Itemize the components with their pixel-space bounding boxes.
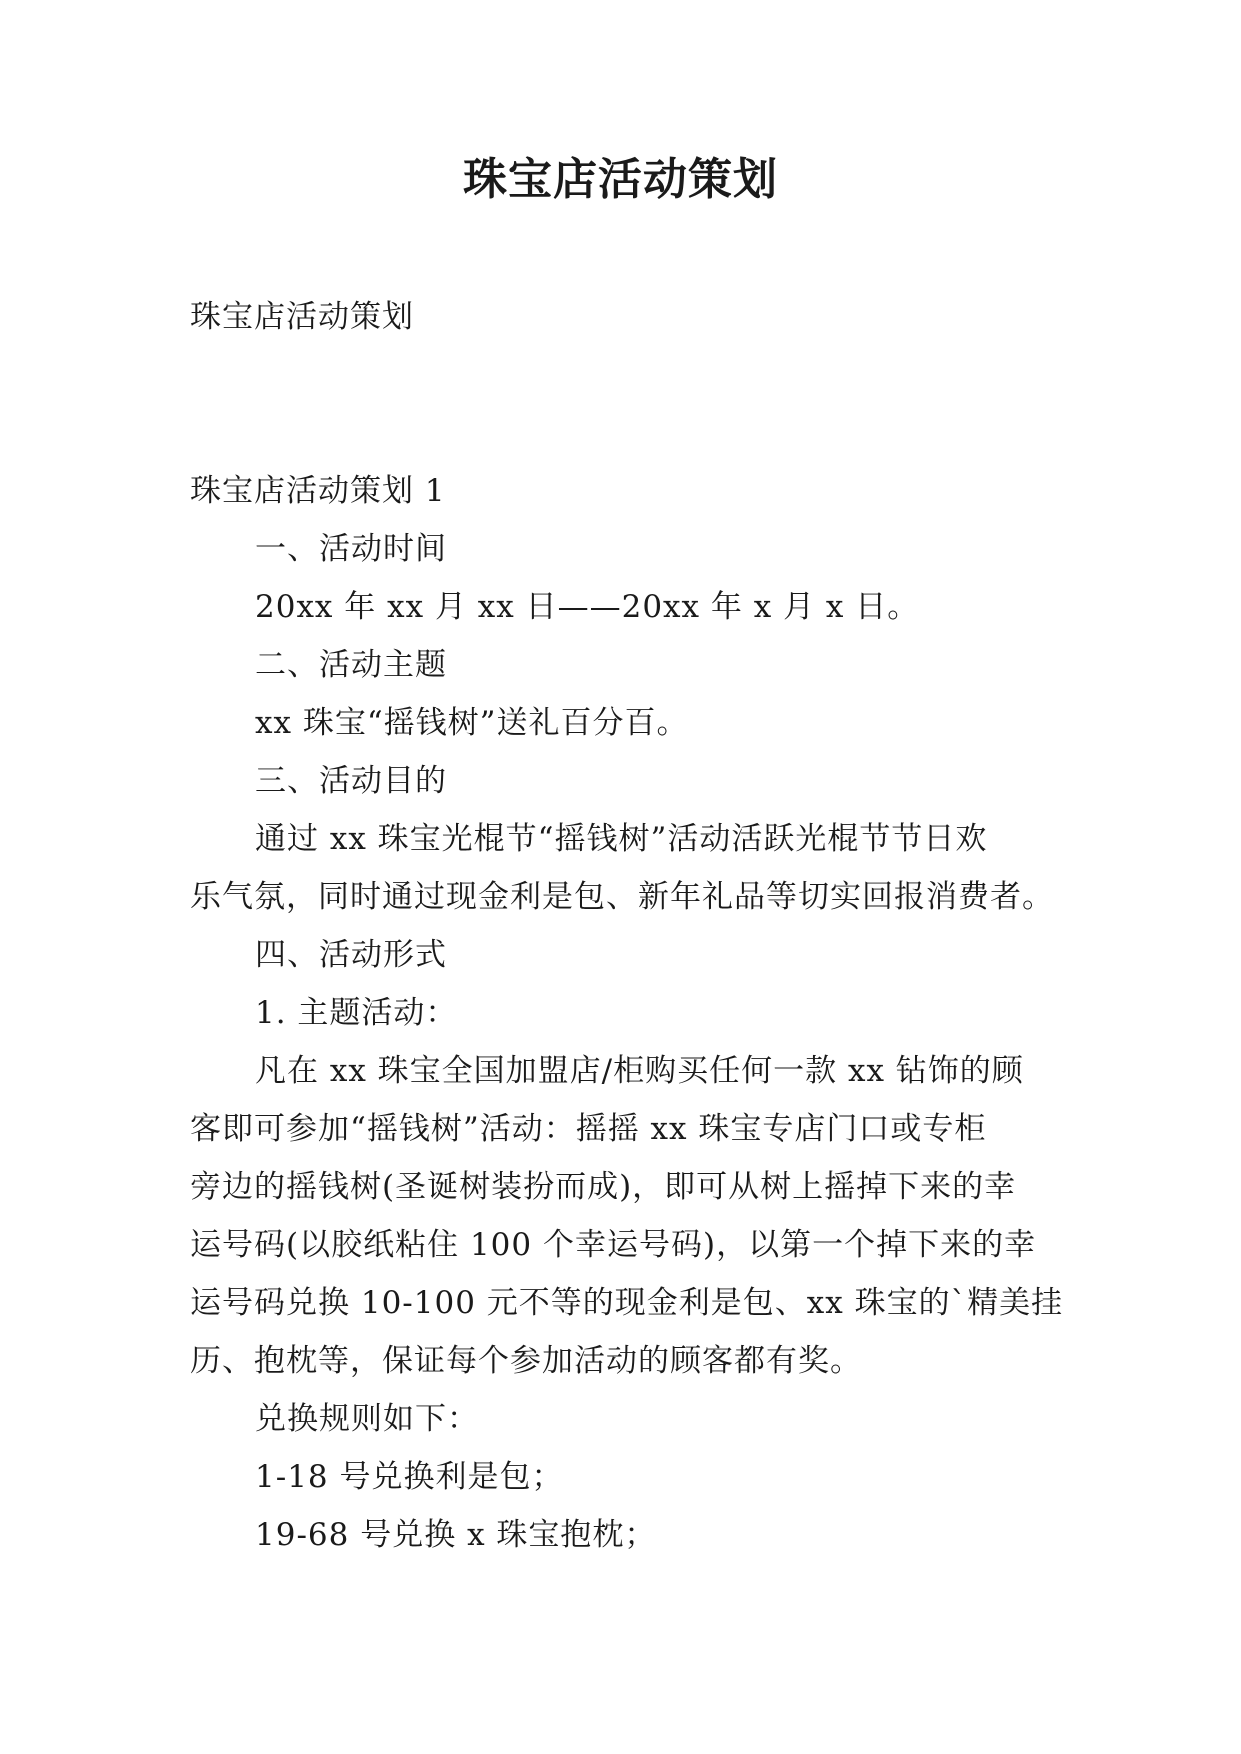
paragraph-line: 旁边的摇钱树(圣诞树装扮而成)，即可从树上摇掉下来的幸 [190, 1169, 1017, 1205]
paragraph-line: 20xx 年 xx 月 xx 日——20xx 年 x 月 x 日。 [255, 589, 920, 625]
paragraph-line: 乐气氛，同时通过现金利是包、新年礼品等切实回报消费者。 [190, 879, 1054, 915]
heading-activity-time: 一、活动时间 [255, 531, 447, 567]
paragraph-line: 运号码兑换 10-100 元不等的现金利是包、xx 珠宝的`精美挂 [190, 1285, 1064, 1321]
paragraph-line: 客即可参加“摇钱树”活动：摇摇 xx 珠宝专店门口或专柜 [190, 1111, 987, 1147]
subtitle-line: 珠宝店活动策划 [190, 299, 414, 335]
paragraph-line: 凡在 xx 珠宝全国加盟店/柜购买任何一款 xx 钻饰的顾 [255, 1053, 1024, 1089]
paragraph-line: xx 珠宝“摇钱树”送礼百分百。 [255, 705, 689, 741]
subheading-theme-activity: 1. 主题活动： [255, 995, 458, 1031]
heading-activity-form: 四、活动形式 [255, 937, 447, 973]
document-title: 珠宝店活动策划 [463, 154, 778, 205]
heading-activity-theme: 二、活动主题 [255, 647, 447, 683]
paragraph-line: 运号码(以胶纸粘住 100 个幸运号码)，以第一个掉下来的幸 [190, 1227, 1037, 1263]
paragraph-line: 通过 xx 珠宝光棍节“摇钱树”活动活跃光棍节节日欢 [255, 821, 988, 857]
paragraph-line: 历、抱枕等，保证每个参加活动的顾客都有奖。 [190, 1343, 862, 1379]
rule-item: 19-68 号兑换 x 珠宝抱枕； [255, 1517, 657, 1553]
rules-heading: 兑换规则如下： [255, 1401, 479, 1437]
rule-item: 1-18 号兑换利是包； [255, 1459, 564, 1495]
heading-activity-purpose: 三、活动目的 [255, 763, 447, 799]
section-heading: 珠宝店活动策划 1 [190, 473, 446, 509]
